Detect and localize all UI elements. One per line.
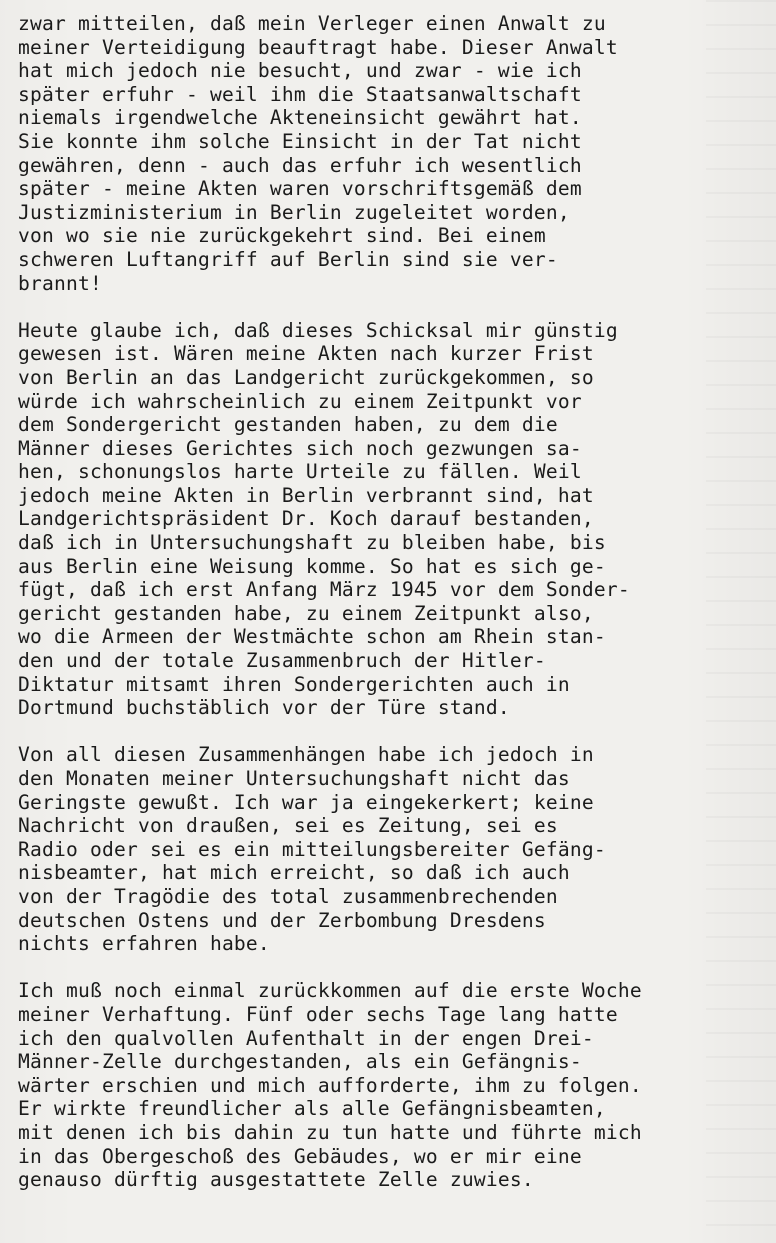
text-line: Geringste gewußt. Ich war ja eingekerkert; keine <box>18 790 594 814</box>
text-line: nichts erfahren habe. <box>18 932 270 956</box>
text-line: von Berlin an das Landgericht zurückgekommen, so <box>18 365 594 389</box>
paragraph <box>18 12 758 295</box>
text-line: meiner Verhaftung. Fünf oder sechs Tage lang hatte <box>18 1002 618 1026</box>
text-line: fügt, daß ich erst Anfang März 1945 vor dem Sonder- <box>18 578 630 602</box>
text-line: von wo sie nie zurückgekehrt sind. Bei einem <box>18 224 546 248</box>
text-line: niemals irgendwelche Akteneinsicht gewährt hat. <box>18 106 582 130</box>
text-line: später - meine Akten waren vorschriftsgemäß dem <box>18 177 582 201</box>
text-line: später erfuhr - weil ihm die Staatsanwaltschaft <box>18 82 582 106</box>
paragraph <box>18 979 758 1191</box>
text-line: Diktatur mitsamt ihren Sondergerichten auch in <box>18 672 570 696</box>
text-line: hen, schonungslos harte Urteile zu fällen. Weil <box>18 460 582 484</box>
text-line: Sie konnte ihm solche Einsicht in der Tat nicht <box>18 129 582 153</box>
text-line: Männer-Zelle durchgestanden, als ein Gefängnis- <box>18 1050 582 1074</box>
text-line: daß ich in Untersuchungshaft zu bleiben habe, bis <box>18 531 606 555</box>
paragraph <box>18 743 758 955</box>
text-line: Von all diesen Zusammenhängen habe ich jedoch in <box>18 743 594 767</box>
text-line: Justizministerium in Berlin zugeleitet worden, <box>18 200 570 224</box>
paragraph <box>18 319 758 720</box>
text-line: deutschen Ostens und der Zerbombung Dresdens <box>18 908 546 932</box>
text-line: Radio oder sei es ein mitteilungsbereiter Gefäng- <box>18 837 606 861</box>
typewritten-text-body <box>18 12 758 1215</box>
text-line: gewesen ist. Wären meine Akten nach kurzer Frist <box>18 342 594 366</box>
text-line: nisbeamter, hat mich erreicht, so daß ich auch <box>18 861 570 885</box>
text-line: Heute glaube ich, daß dieses Schicksal mir günstig <box>18 318 618 342</box>
text-line: zwar mitteilen, daß mein Verleger einen Anwalt zu <box>18 12 606 35</box>
text-line: ich den qualvollen Aufenthalt in der engen Drei- <box>18 1026 594 1050</box>
text-line: Landgerichtspräsident Dr. Koch darauf bestanden, <box>18 507 594 531</box>
text-line: den Monaten meiner Untersuchungshaft nicht das <box>18 767 570 790</box>
text-line: genauso dürftig ausgestattete Zelle zuwies. <box>18 1168 534 1192</box>
text-line: aus Berlin eine Weisung komme. So hat es sich ge- <box>18 554 606 578</box>
text-line: Er wirkte freundlicher als alle Gefängnisbeamten, <box>18 1097 606 1121</box>
text-line: Ich muß noch einmal zurückkommen auf die erste Woche <box>18 979 642 1003</box>
text-line: Dortmund buchstäblich vor der Türe stand. <box>18 696 510 720</box>
text-line: Nachricht von draußen, sei es Zeitung, sei es <box>18 814 558 838</box>
text-line: hat mich jedoch nie besucht, und zwar - wie ich <box>18 59 582 83</box>
text-line: jedoch meine Akten in Berlin verbrannt sind, hat <box>18 483 594 507</box>
text-line: brannt! <box>18 271 102 295</box>
text-line: von der Tragödie des total zusammenbrechenden <box>18 884 558 908</box>
text-line: wärter erschien und mich aufforderte, ihm zu folgen. <box>18 1073 642 1097</box>
text-line: mit denen ich bis dahin zu tun hatte und führte mich <box>18 1120 642 1144</box>
text-line: würde ich wahrscheinlich zu einem Zeitpunkt vor <box>18 389 582 413</box>
text-line: wo die Armeen der Westmächte schon am Rhein stan- <box>18 625 606 649</box>
text-line: Männer dieses Gerichtes sich noch gezwungen sa- <box>18 436 582 460</box>
text-line: gericht gestanden habe, zu einem Zeitpunkt also, <box>18 601 594 625</box>
text-line: schweren Luftangriff auf Berlin sind sie ver- <box>18 247 558 271</box>
text-line: dem Sondergericht gestanden haben, zu dem die <box>18 413 558 437</box>
text-line: meiner Verteidigung beauftragt habe. Dieser Anwalt <box>18 35 618 59</box>
text-line: den und der totale Zusammenbruch der Hitler- <box>18 649 546 673</box>
text-line: gewähren, denn - auch das erfuhr ich wesentlich <box>18 153 582 177</box>
text-line: in das Obergeschoß des Gebäudes, wo er mir eine <box>18 1144 582 1168</box>
